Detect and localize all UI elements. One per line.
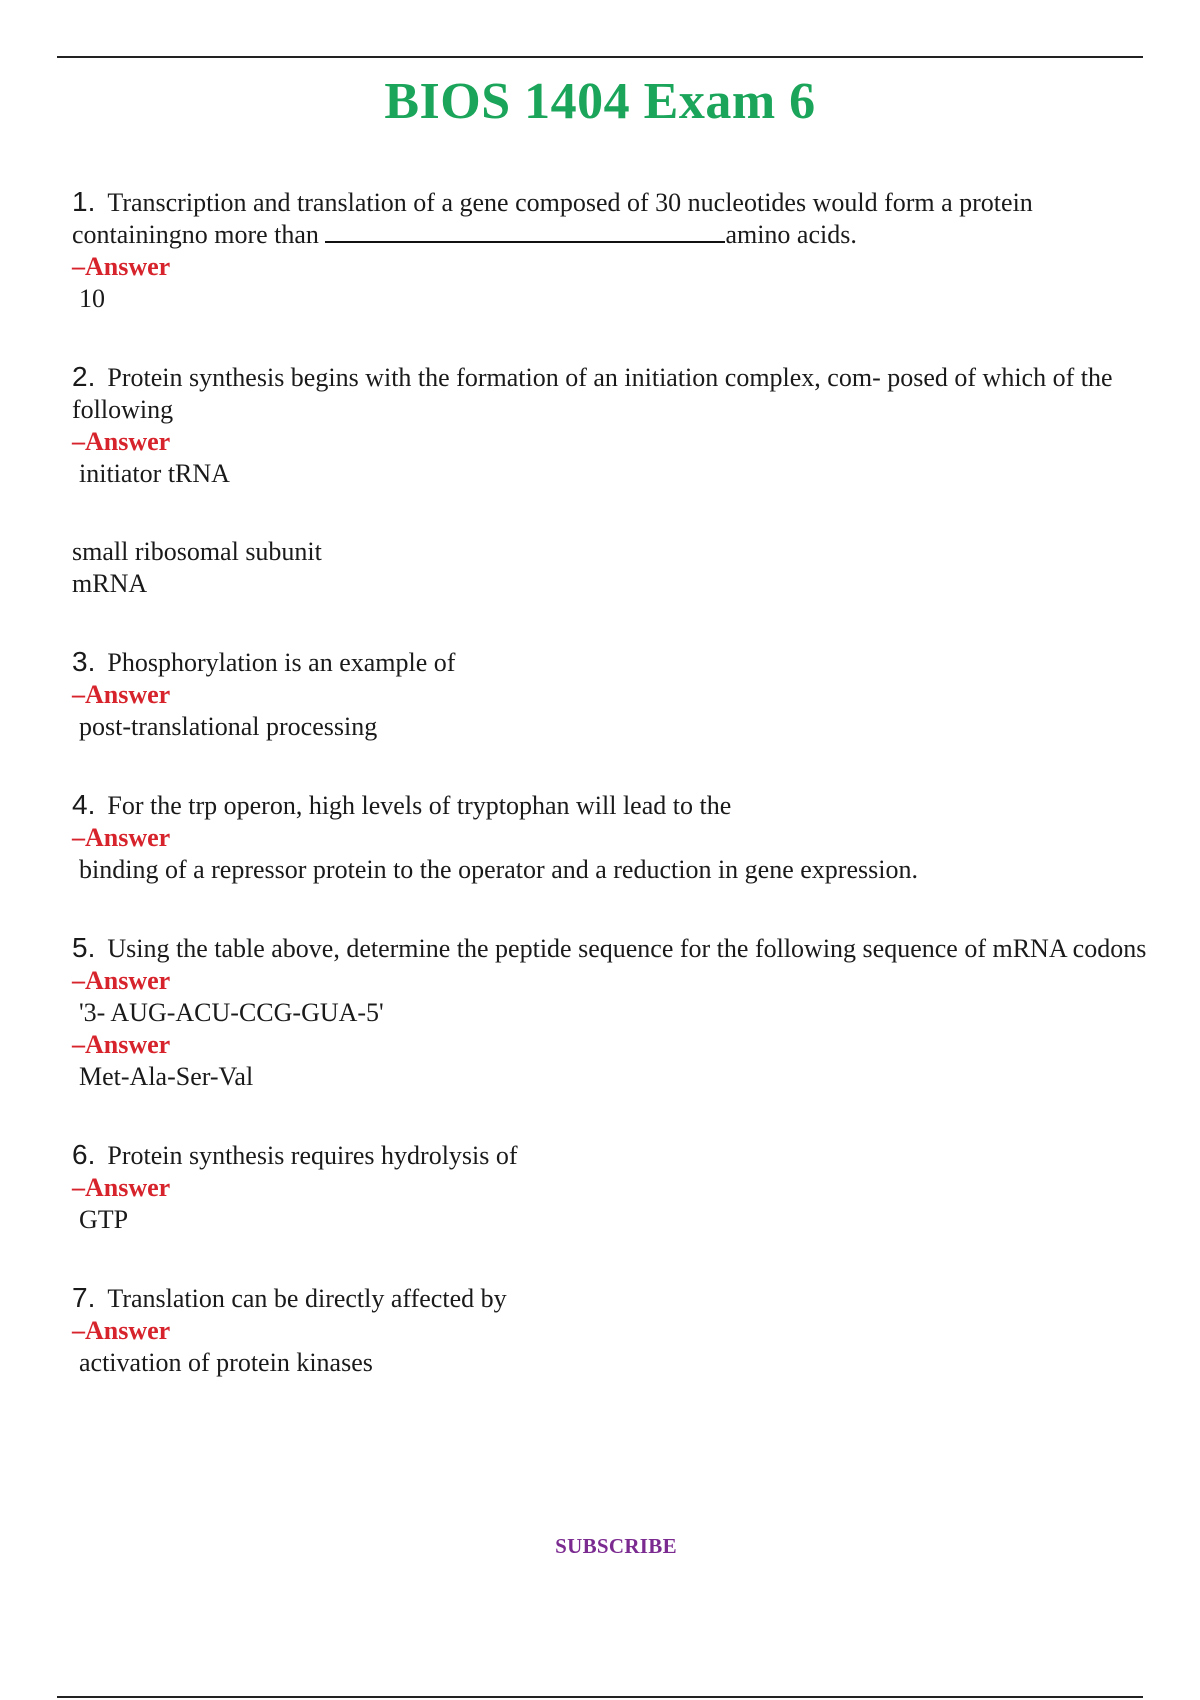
answer-label: –Answer — [72, 966, 171, 995]
question-7-number: 7. — [72, 1282, 96, 1313]
question-1-number: 1. — [72, 186, 96, 217]
question-4-prompt — [72, 789, 1162, 822]
answer-label: –Answer — [72, 427, 171, 456]
question-list — [72, 186, 1162, 1379]
question-2-answer: initiator tRNA — [79, 459, 230, 488]
question-3 — [72, 646, 1162, 743]
question-1-blank — [325, 219, 725, 243]
question-3-answer: post-translational processing — [79, 712, 378, 741]
answer-label: –Answer — [72, 252, 171, 281]
answer-label: –Answer — [72, 1316, 171, 1345]
question-7-prompt — [72, 1282, 1162, 1315]
question-7-text: Translation can be directly affected by — [107, 1284, 507, 1313]
answer-label: –Answer — [72, 823, 171, 852]
question-2-number: 2. — [72, 361, 96, 392]
question-6-number: 6. — [72, 1139, 96, 1170]
question-6-text: Protein synthesis requires hydrolysis of — [107, 1141, 518, 1170]
question-4-answer: binding of a repressor protein to the operator and a reduction in gene expression. — [79, 855, 918, 884]
question-3-prompt — [72, 646, 1162, 679]
question-5-text: Using the table above, determine the peptide sequence for the following sequence of mRNA codons — [107, 934, 1147, 963]
question-2-extra-line: mRNA — [72, 569, 148, 598]
question-7 — [72, 1282, 1162, 1379]
question-5 — [72, 932, 1162, 1093]
question-5-prompt — [72, 932, 1162, 965]
question-3-text: Phosphorylation is an example of — [107, 648, 456, 677]
question-2-extra-line: small ribosomal subunit — [72, 537, 322, 566]
question-1-prompt — [72, 186, 1162, 251]
subscribe-link[interactable]: SUBSCRIBE — [555, 1534, 677, 1558]
question-6-prompt — [72, 1139, 1162, 1172]
question-2-prompt — [72, 361, 1162, 426]
question-1-text-before: Transcription and translation of a gene composed of 30 nucleotides would form a protein containingno more than — [72, 188, 1033, 249]
answer-label: –Answer — [72, 680, 171, 709]
answer-label: –Answer — [72, 1030, 171, 1059]
question-6-answer: GTP — [79, 1205, 129, 1234]
page-title: BIOS 1404 Exam 6 — [384, 73, 816, 130]
question-7-answer: activation of protein kinases — [79, 1348, 373, 1377]
question-3-number: 3. — [72, 646, 96, 677]
question-6 — [72, 1139, 1162, 1236]
question-4 — [72, 789, 1162, 886]
question-1-text-after: amino acids. — [725, 220, 857, 249]
answer-label: –Answer — [72, 1173, 171, 1202]
question-2-text: Protein synthesis begins with the formation of an initiation complex, com- posed of which of the following — [72, 363, 1113, 424]
top-rule — [57, 56, 1143, 58]
question-1 — [72, 186, 1162, 315]
question-4-text: For the trp operon, high levels of tryptophan will lead to the — [107, 791, 732, 820]
question-5-answer: '3- AUG-ACU-CCG-GUA-5' — [79, 998, 384, 1027]
question-5-answer-2: Met-Ala-Ser-Val — [79, 1062, 254, 1091]
question-1-answer: 10 — [79, 284, 105, 313]
bottom-rule — [57, 1696, 1143, 1698]
question-4-number: 4. — [72, 789, 96, 820]
question-5-number: 5. — [72, 932, 96, 963]
question-2 — [72, 361, 1162, 600]
